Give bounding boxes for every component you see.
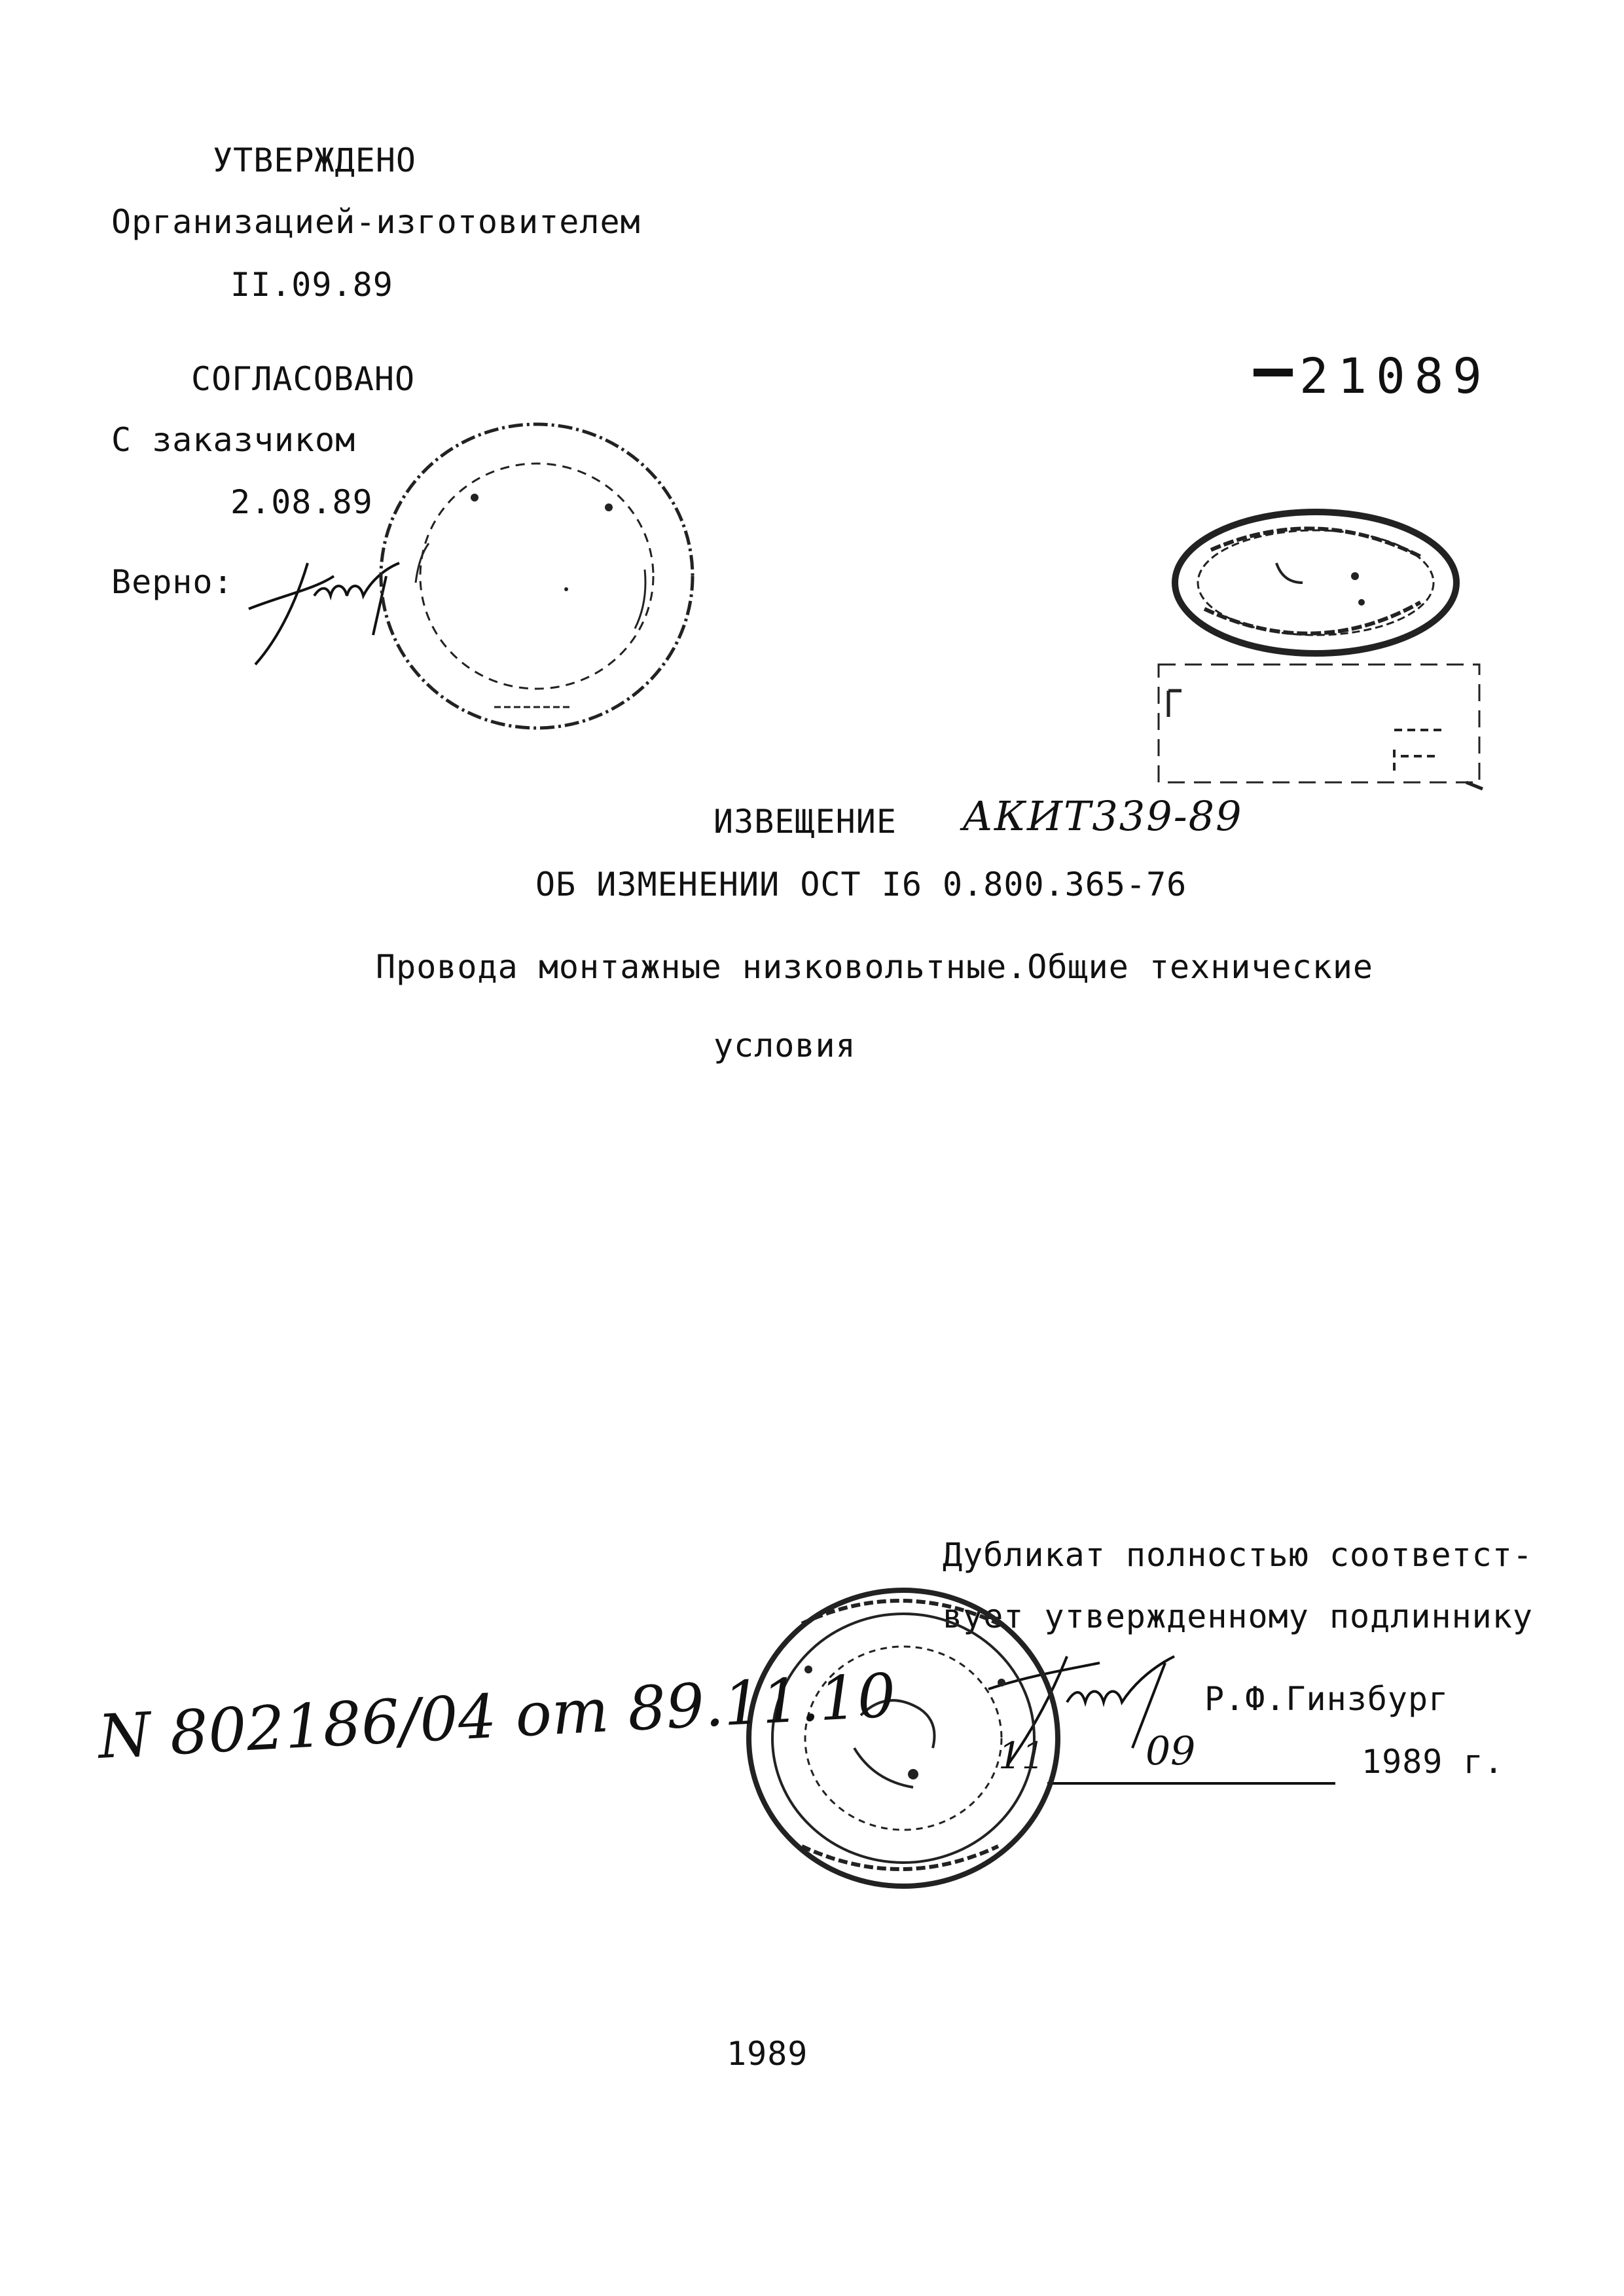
- notice-name-line2: условия: [713, 1027, 856, 1065]
- notice-subject: ОБ ИЗМЕНЕНИИ ОСТ I6 0.800.365-76: [535, 866, 1187, 903]
- handwritten-record: N 802186/04 от 89.11.10: [96, 1660, 897, 1772]
- duplicate-line1: Дубликат полностью соответст-: [943, 1536, 1533, 1574]
- round-seal-top: [376, 419, 697, 733]
- registration-number: 21089: [1299, 348, 1491, 405]
- verified-label: Верно:: [111, 563, 234, 601]
- notice-name-line1: Провода монтажные низковольтные.Общие технические: [376, 948, 1374, 986]
- duplicate-signer: Р.Ф.Гинзбург: [1204, 1680, 1449, 1718]
- duplicate-month: 09: [1146, 1728, 1196, 1774]
- agreement-title: СОГЛАСОВАНО: [191, 360, 416, 398]
- date-underline: [1047, 1782, 1335, 1785]
- approval-organization: Организацией-изготовителем: [111, 203, 641, 241]
- round-seal-bottom: [743, 1584, 1064, 1892]
- rect-stamp-top: [1152, 651, 1492, 795]
- agreement-date: 2.08.89: [230, 483, 373, 521]
- registration-mark: [1254, 369, 1293, 376]
- notice-number: АКИТ339-89: [962, 792, 1243, 840]
- notice-title: ИЗВЕЩЕНИЕ: [713, 803, 897, 841]
- duplicate-year: 1989 г.: [1362, 1743, 1504, 1781]
- footer-year: 1989: [727, 2035, 808, 2073]
- agreement-customer: С заказчиком: [111, 421, 356, 459]
- approval-date: II.09.89: [230, 266, 393, 304]
- duplicate-day: 11: [998, 1735, 1045, 1777]
- duplicate-line2: вует утвержденному подлиннику: [943, 1597, 1533, 1635]
- oval-stamp-top: [1165, 504, 1466, 668]
- approval-title: УТВЕРЖДЕНО: [213, 141, 417, 179]
